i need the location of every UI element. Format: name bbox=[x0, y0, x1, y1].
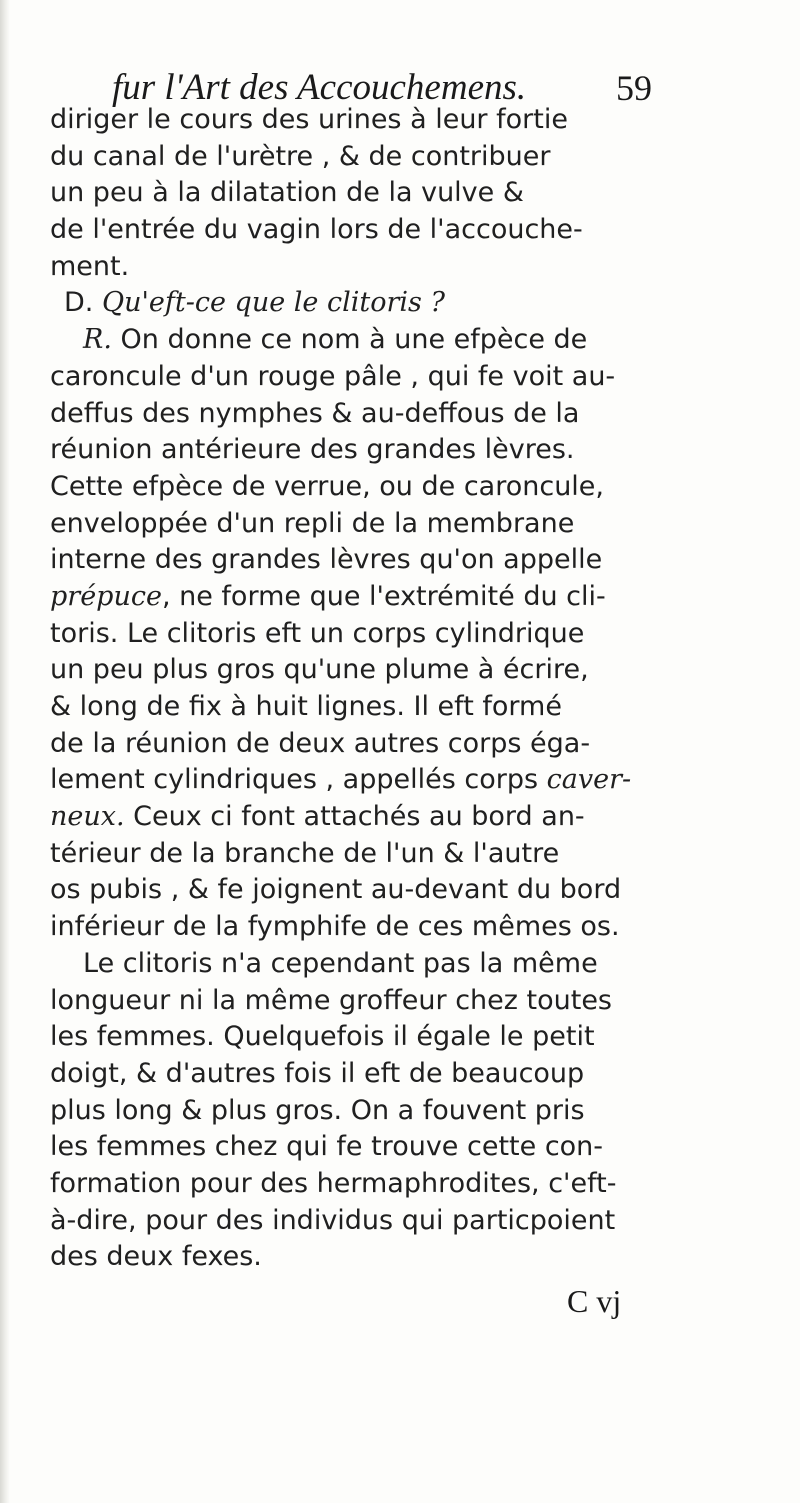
question-line bbox=[50, 285, 756, 322]
text-line: de l'entrée du vagin lors de l'accouche- bbox=[50, 214, 583, 246]
text-line: os pubis , & fe joignent au-devant du bord bbox=[50, 874, 622, 906]
text-line bbox=[50, 579, 756, 616]
text-line bbox=[50, 762, 756, 799]
text-line: inférieur de la fymphife de ces mêmes os. bbox=[50, 911, 620, 943]
text-line: caroncule d'un rouge pâle , qui fe voit au- bbox=[50, 360, 616, 392]
text-line: réunion antérieure des grandes lèvres. bbox=[50, 434, 575, 466]
answer-line bbox=[50, 322, 756, 359]
text-line: diriger le cours des urines à leur fortie bbox=[50, 104, 568, 135]
text-line bbox=[50, 799, 756, 836]
text-line: & long de fix à huit lignes. Il eft formé bbox=[50, 691, 562, 722]
text-fragment: , ne forme que l'extrémité du cli- bbox=[161, 580, 606, 612]
italic-term: caver- bbox=[546, 764, 632, 796]
text-line: un peu à la dilatation de la vulve & bbox=[50, 177, 524, 209]
text-line: Cette efpèce de verrue, ou de caroncule, bbox=[50, 470, 605, 502]
text-line: toris. Le clitoris eft un corps cylindrique bbox=[50, 617, 585, 649]
question-text: Qu'eft-ce que le clitoris ? bbox=[101, 287, 445, 319]
binding-gutter-shadow bbox=[0, 0, 10, 1503]
text-line: formation pour des hermaphrodites, c'eft- bbox=[50, 1167, 617, 1199]
page-number: 59 bbox=[616, 68, 652, 108]
text-line: enveloppée d'un repli de la membrane bbox=[50, 507, 575, 539]
text-line: un peu plus gros qu'une plume à écrire, bbox=[50, 654, 589, 686]
text-line: les femmes chez qui fe trouve cette con- bbox=[50, 1131, 604, 1163]
text-line: térieur de la branche de l'un & l'autre bbox=[50, 837, 560, 869]
text-line: interne des grandes lèvres qu'on appelle bbox=[50, 544, 603, 576]
text-line: les femmes. Quelquefois il égale le petit bbox=[50, 1021, 595, 1053]
text-fragment: lement cylindriques , appellés corps bbox=[50, 764, 539, 796]
signature-mark: C vj bbox=[567, 1283, 622, 1319]
running-title: fur l'Art des Accouchemens. bbox=[112, 67, 527, 108]
text-line: des deux fexes. bbox=[50, 1241, 262, 1273]
text-line: de la réunion de deux autres corps éga- bbox=[50, 727, 591, 759]
italic-term: neux. bbox=[50, 801, 125, 833]
italic-term: prépuce bbox=[50, 580, 162, 612]
text-line: du canal de l'urètre , & de contribuer bbox=[50, 140, 551, 172]
text-line: Le clitoris n'a cependant pas la même bbox=[83, 947, 598, 979]
text-line: à-dire, pour des individus qui particpoient bbox=[50, 1204, 616, 1236]
question-marker: D. bbox=[64, 287, 94, 319]
answer-marker: R. bbox=[83, 324, 112, 356]
body-text bbox=[50, 102, 756, 1276]
text-line: longueur ni la même groffeur chez toutes bbox=[50, 984, 613, 1016]
text-line: deffus des nymphes & au-deffous de la bbox=[50, 397, 580, 429]
text-line: plus long & plus gros. On a fouvent pris bbox=[50, 1094, 585, 1126]
text-fragment: Ceux ci font attachés au bord an- bbox=[133, 801, 585, 833]
text-line: doigt, & d'autres fois il eft de beaucoup bbox=[50, 1057, 585, 1089]
text-line: ment. bbox=[50, 250, 130, 282]
answer-text: On donne ce nom à une efpèce de bbox=[120, 324, 588, 356]
